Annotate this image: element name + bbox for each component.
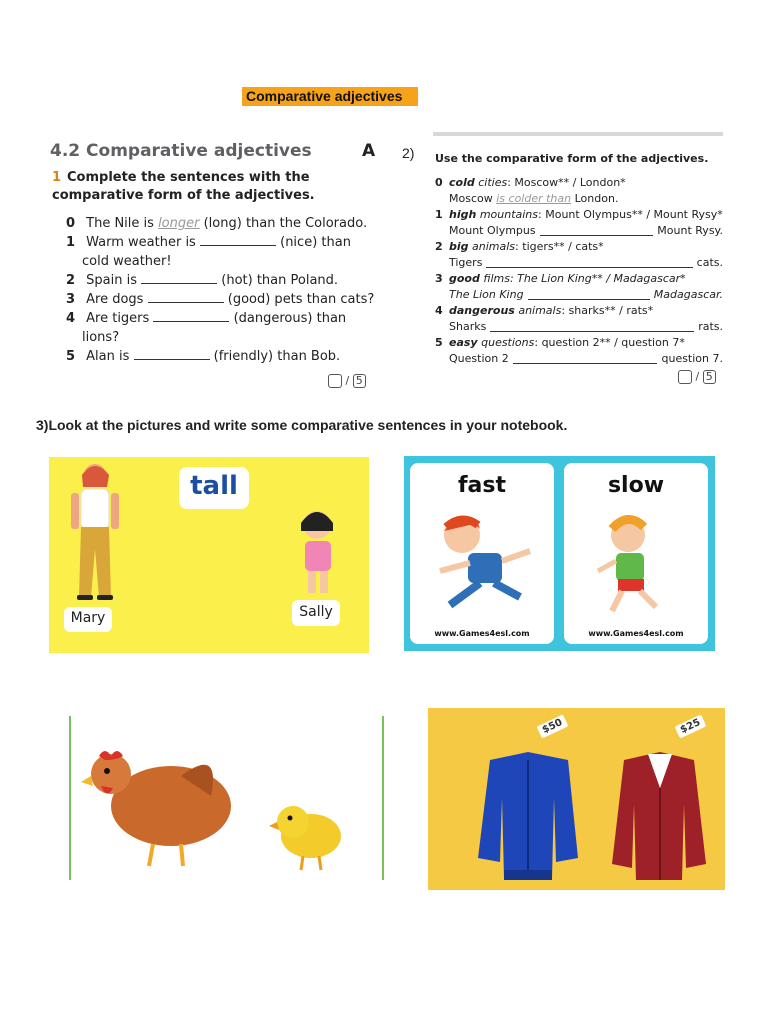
- item-number: 0: [66, 216, 76, 231]
- item-text: (good) pets than cats?: [227, 292, 375, 307]
- list-item-answer-line: [435, 223, 723, 239]
- answer-blank[interactable]: [490, 319, 694, 332]
- item-number: 4: [66, 311, 76, 326]
- exercise-a-list: [66, 214, 386, 366]
- exercise-2-label: 2): [402, 145, 415, 161]
- item-text: : The Lion King** / Madagascar*: [509, 272, 686, 285]
- item-number: 5: [435, 336, 443, 349]
- item-noun: cities: [478, 176, 508, 189]
- item-adjective: high: [449, 208, 477, 221]
- item-text: Madagascar.: [653, 288, 723, 301]
- item-text: Question 2: [449, 352, 509, 365]
- item-text: Tigers: [449, 256, 483, 269]
- item-number: 3: [435, 272, 443, 285]
- score-box[interactable]: [678, 370, 692, 384]
- item-text: Sharks: [449, 320, 487, 333]
- item-text: The Lion King: [449, 288, 524, 301]
- item-number: 2: [435, 240, 443, 253]
- item-number: 3: [66, 292, 76, 307]
- answer-blank[interactable]: [540, 223, 654, 236]
- answer-blank[interactable]: [200, 233, 276, 246]
- list-item: [66, 214, 386, 233]
- item-text: cats.: [696, 256, 723, 269]
- hen-and-chick-icon: [71, 716, 382, 880]
- picture-hen-chick: [69, 716, 384, 880]
- item-text: (friendly) than Bob.: [213, 349, 341, 364]
- list-item: [435, 335, 723, 351]
- price-tag: $25: [675, 715, 707, 739]
- item-text: Are dogs: [86, 292, 144, 307]
- item-text: The Nile is: [86, 216, 154, 231]
- list-item-answer-line: [435, 351, 723, 367]
- source-credit: www.Games4esl.com: [434, 629, 530, 638]
- item-adjective: good: [449, 272, 480, 285]
- answer-blank[interactable]: [134, 347, 210, 360]
- item-text: : tigers** / cats*: [515, 240, 604, 253]
- list-item: [66, 271, 386, 290]
- answer-blank[interactable]: [141, 271, 217, 284]
- item-text: Spain is: [86, 273, 137, 288]
- exercise-a-heading-text: 4.2 Comparative adjectives: [50, 141, 312, 161]
- list-item-answer-line: [435, 255, 723, 271]
- item-text: cold weather!: [82, 254, 172, 269]
- answer-blank[interactable]: [148, 290, 224, 303]
- list-item-continuation: [66, 328, 386, 347]
- example-answer: is colder than: [496, 192, 572, 205]
- item-noun: films: [483, 272, 510, 285]
- item-text: : Mount Olympus** / Mount Rysy*: [538, 208, 723, 221]
- item-number: 0: [435, 176, 443, 189]
- word-fast: fast: [457, 473, 507, 498]
- exercise-3-heading: 3)Look at the pictures and write some comparative sentences in your notebook.: [36, 417, 568, 433]
- exercise-2-header-fragment: [433, 132, 723, 136]
- page-title: Comparative adjectives: [246, 88, 403, 104]
- exercise-2-instruction: Use the comparative form of the adjectives.: [435, 152, 709, 165]
- exercise-a-instruction: [52, 169, 352, 205]
- item-text: Warm weather is: [86, 235, 196, 250]
- list-item-answer-line: [435, 191, 723, 207]
- exercise-2-score: / 5: [678, 370, 716, 384]
- item-adjective: easy: [449, 336, 478, 349]
- score-total: 5: [703, 370, 716, 384]
- item-text: London.: [574, 192, 619, 205]
- answer-blank[interactable]: [513, 351, 658, 364]
- score-total: 5: [353, 374, 366, 388]
- exercise-a-heading: [50, 141, 312, 161]
- list-item: [435, 303, 723, 319]
- list-item: [66, 233, 386, 252]
- list-item-answer-line: [435, 287, 723, 303]
- list-item-answer-line: [435, 319, 723, 335]
- item-text: Are tigers: [86, 311, 150, 326]
- score-box[interactable]: [328, 374, 342, 388]
- item-number: 2: [66, 273, 76, 288]
- item-noun: animals: [518, 304, 562, 317]
- name-label: Mary: [70, 610, 106, 626]
- item-text: Mount Rysy.: [657, 224, 723, 237]
- list-item: [435, 271, 723, 287]
- item-number: 4: [435, 304, 443, 317]
- item-text: Moscow: [449, 192, 493, 205]
- running-boy-icon: [410, 505, 554, 615]
- exercise-2-list: [435, 175, 723, 367]
- exercise-a-score: / 5: [328, 374, 366, 388]
- item-adjective: big: [449, 240, 469, 253]
- item-text: (long) than the Colorado.: [203, 216, 368, 231]
- list-item: [66, 290, 386, 309]
- card-fast: [410, 463, 554, 644]
- item-noun: animals: [472, 240, 516, 253]
- list-item: [66, 347, 386, 366]
- picture-fast-slow: [404, 456, 715, 651]
- list-item: [435, 175, 723, 191]
- item-noun: mountains: [479, 208, 539, 221]
- list-item: [435, 207, 723, 223]
- answer-blank[interactable]: [153, 309, 229, 322]
- item-text: (hot) than Poland.: [221, 273, 339, 288]
- item-text: rats.: [698, 320, 723, 333]
- item-adjective: cold: [449, 176, 475, 189]
- instruction-text: Complete the sentences with the comparative form of the adjectives.: [52, 170, 315, 203]
- item-adjective: dangerous: [449, 304, 515, 317]
- price-tag: $50: [537, 715, 569, 739]
- list-item-continuation: [66, 252, 386, 271]
- instruction-number: 1: [52, 170, 62, 185]
- word-slow: slow: [607, 473, 665, 498]
- item-text: (nice) than: [280, 235, 351, 250]
- card-slow: [564, 463, 708, 644]
- item-text: Alan is: [86, 349, 130, 364]
- example-answer: longer: [158, 216, 200, 231]
- picture-jackets: [428, 708, 725, 890]
- item-text: question 7.: [661, 352, 723, 365]
- exercise-a-letter: A: [362, 141, 376, 161]
- picture-tall: [49, 457, 369, 653]
- item-number: 1: [435, 208, 443, 221]
- item-text: (dangerous) than: [233, 311, 347, 326]
- walking-boy-icon: [564, 505, 708, 615]
- item-number: 1: [66, 235, 76, 250]
- answer-blank[interactable]: [528, 287, 650, 300]
- word-tall: tall: [190, 471, 238, 501]
- item-text: : question 2** / question 7*: [534, 336, 685, 349]
- item-text: : sharks** / rats*: [561, 304, 654, 317]
- item-text: lions?: [82, 330, 120, 345]
- item-text: : Moscow** / London*: [507, 176, 626, 189]
- item-number: 5: [66, 349, 76, 364]
- item-noun: questions: [481, 336, 535, 349]
- name-label: Sally: [299, 604, 333, 620]
- list-item: [435, 239, 723, 255]
- title-highlight: [242, 87, 418, 106]
- source-credit: www.Games4esl.com: [588, 629, 684, 638]
- list-item: [66, 309, 386, 328]
- item-text: Mount Olympus: [449, 224, 536, 237]
- answer-blank[interactable]: [486, 255, 692, 268]
